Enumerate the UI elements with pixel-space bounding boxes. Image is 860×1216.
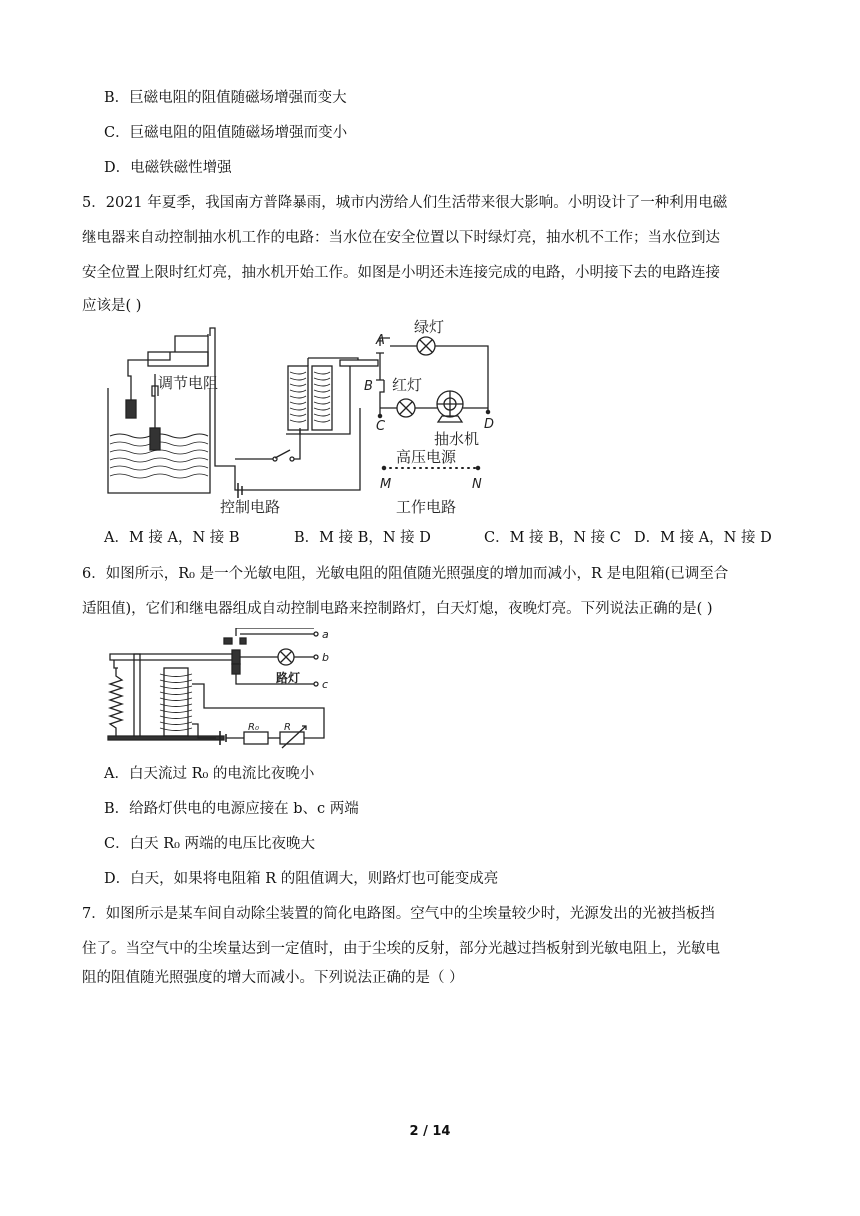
q6-label-c: c bbox=[322, 678, 329, 691]
q5-option-a: A．M 接 A，N 接 B bbox=[104, 530, 240, 546]
q5-option-c: C．M 接 B，N 接 C bbox=[484, 530, 621, 546]
q5-circuit-diagram bbox=[100, 318, 500, 518]
q6-relay-circuit-diagram bbox=[104, 628, 344, 750]
q5-label-work-circuit: 工作电路 bbox=[396, 498, 457, 516]
q5-stem-line-3: 安全位置上限时红灯亮，抽水机开始工作。如图是小明还未连接完成的电路，小明接下去的电路连接 bbox=[82, 265, 720, 281]
q5-label-c: C bbox=[376, 419, 386, 434]
q5-option-b: B．M 接 B，N 接 D bbox=[294, 530, 431, 546]
q6-option-c: C．白天 R₀ 两端的电压比夜晚大 bbox=[104, 836, 316, 852]
q5-stem-line-1: 5．2021 年夏季，我国南方普降暴雨，城市内涝给人们生活带来很大影响。小明设计了一种利用电磁 bbox=[82, 195, 728, 211]
q5-stem-line-2: 继电器来自动控制抽水机工作的电路：当水位在安全位置以下时绿灯亮，抽水机不工作；当水位到达 bbox=[82, 230, 720, 246]
q6-label-a: a bbox=[322, 628, 329, 641]
q5-label-pump: 抽水机 bbox=[434, 430, 480, 448]
q6-option-d: D．白天，如果将电阻箱 R 的阻值调大，则路灯也可能变成亮 bbox=[104, 871, 499, 887]
q4-option-b: B．巨磁电阻的阻值随磁场增强而变大 bbox=[104, 90, 347, 106]
q6-label-road-lamp: 路灯 bbox=[276, 671, 301, 685]
q5-label-hv-source: 高压电源 bbox=[396, 448, 457, 466]
q6-label-b: b bbox=[322, 651, 329, 664]
q5-stem-line-4: 应该是( ) bbox=[82, 298, 142, 314]
q5-label-red-light: 红灯 bbox=[392, 376, 423, 394]
q4-option-d: D．电磁铁磁性增强 bbox=[104, 160, 232, 176]
q6-option-b: B．给路灯供电的电源应接在 b、c 两端 bbox=[104, 801, 359, 817]
q5-label-m: M bbox=[380, 477, 392, 492]
q6-stem-line-2: 适阻值)，它们和继电器组成自动控制电路来控制路灯，白天灯熄，夜晚灯亮。下列说法正确的是( ) bbox=[82, 601, 713, 617]
q5-label-green-light: 绿灯 bbox=[414, 318, 445, 336]
q6-stem-line-1: 6．如图所示，R₀ 是一个光敏电阻，光敏电阻的阻值随光照强度的增加而减小，R 是电阻箱(已调至合 bbox=[82, 566, 729, 582]
q7-stem-line-1: 7．如图所示是某车间自动除尘装置的简化电路图。空气中的尘埃量较少时，光源发出的光被挡板挡 bbox=[82, 906, 715, 922]
q7-stem-line-3: 阻的阻值随光照强度的增大而减小。下列说法正确的是（ ） bbox=[82, 970, 464, 986]
q5-label-b: B bbox=[364, 379, 373, 394]
q6-label-r: R bbox=[284, 722, 291, 733]
q7-stem-line-2: 住了。当空气中的尘埃量达到一定值时，由于尘埃的反射，部分光越过挡板射到光敏电阻上，光敏电 bbox=[82, 941, 720, 957]
q5-label-d: D bbox=[484, 417, 495, 432]
q5-label-adjust-resistor: 调节电阻 bbox=[158, 374, 219, 392]
q6-label-r0: R₀ bbox=[248, 722, 259, 733]
q5-label-a: A bbox=[376, 333, 385, 348]
q4-option-c: C．巨磁电阻的阻值随磁场增强而变小 bbox=[104, 125, 348, 141]
q5-label-control-circuit: 控制电路 bbox=[220, 498, 281, 516]
page-number: 2 / 14 bbox=[409, 1124, 451, 1139]
q5-option-d: D．M 接 A，N 接 D bbox=[634, 530, 772, 546]
q6-option-a: A．白天流过 R₀ 的电流比夜晚小 bbox=[104, 766, 315, 782]
q5-label-n: N bbox=[472, 477, 482, 492]
